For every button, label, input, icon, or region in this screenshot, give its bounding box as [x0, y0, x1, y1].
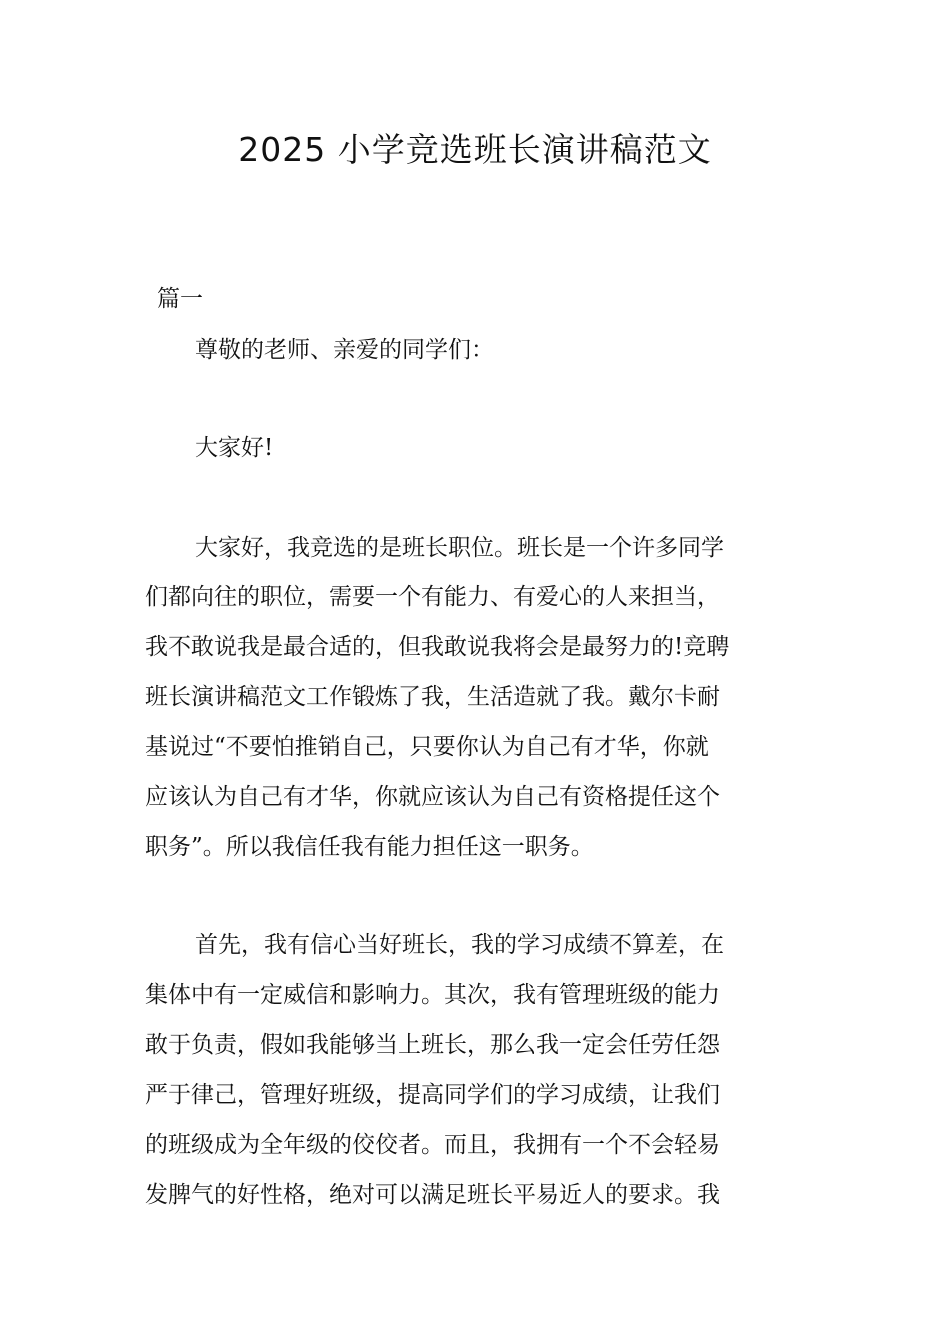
- document-title: 2025 小学竞选班长演讲稿范文: [238, 130, 712, 169]
- paragraph-line: 大家好，我竞选的是班长职位。班长是一个许多同学: [195, 535, 724, 561]
- paragraph-line: 的班级成为全年级的佼佼者。而且，我拥有一个不会轻易: [145, 1132, 720, 1158]
- paragraph-line: 敢于负责，假如我能够当上班长，那么我一定会任劳任怨: [145, 1032, 720, 1058]
- paragraph-line: 严于律己，管理好班级，提高同学们的学习成绩，让我们: [145, 1082, 720, 1108]
- greeting: 大家好!: [195, 435, 274, 461]
- paragraph-line: 们都向往的职位，需要一个有能力、有爱心的人来担当，: [145, 584, 720, 610]
- salutation: 尊敬的老师、亲爱的同学们：: [195, 337, 494, 363]
- paragraph-line: 班长演讲稿范文工作锻炼了我，生活造就了我。戴尔卡耐: [145, 684, 720, 710]
- paragraph-line: 集体中有一定威信和影响力。其次，我有管理班级的能力: [145, 982, 720, 1008]
- paragraph-line: 首先，我有信心当好班长，我的学习成绩不算差，在: [195, 932, 724, 958]
- paragraph-line: 职务”。所以我信任我有能力担任这一职务。: [145, 834, 594, 860]
- paragraph-line: 发脾气的好性格，绝对可以满足班长平易近人的要求。我: [145, 1182, 720, 1208]
- paragraph-line: 我不敢说我是最合适的，但我敢说我将会是最努力的!竞聘: [145, 634, 730, 660]
- paragraph-line: 应该认为自己有才华，你就应该认为自己有资格提任这个: [145, 784, 720, 810]
- section-label: 篇一: [157, 286, 203, 312]
- paragraph-line: 基说过“不要怕推销自己，只要你认为自己有才华，你就: [145, 734, 709, 760]
